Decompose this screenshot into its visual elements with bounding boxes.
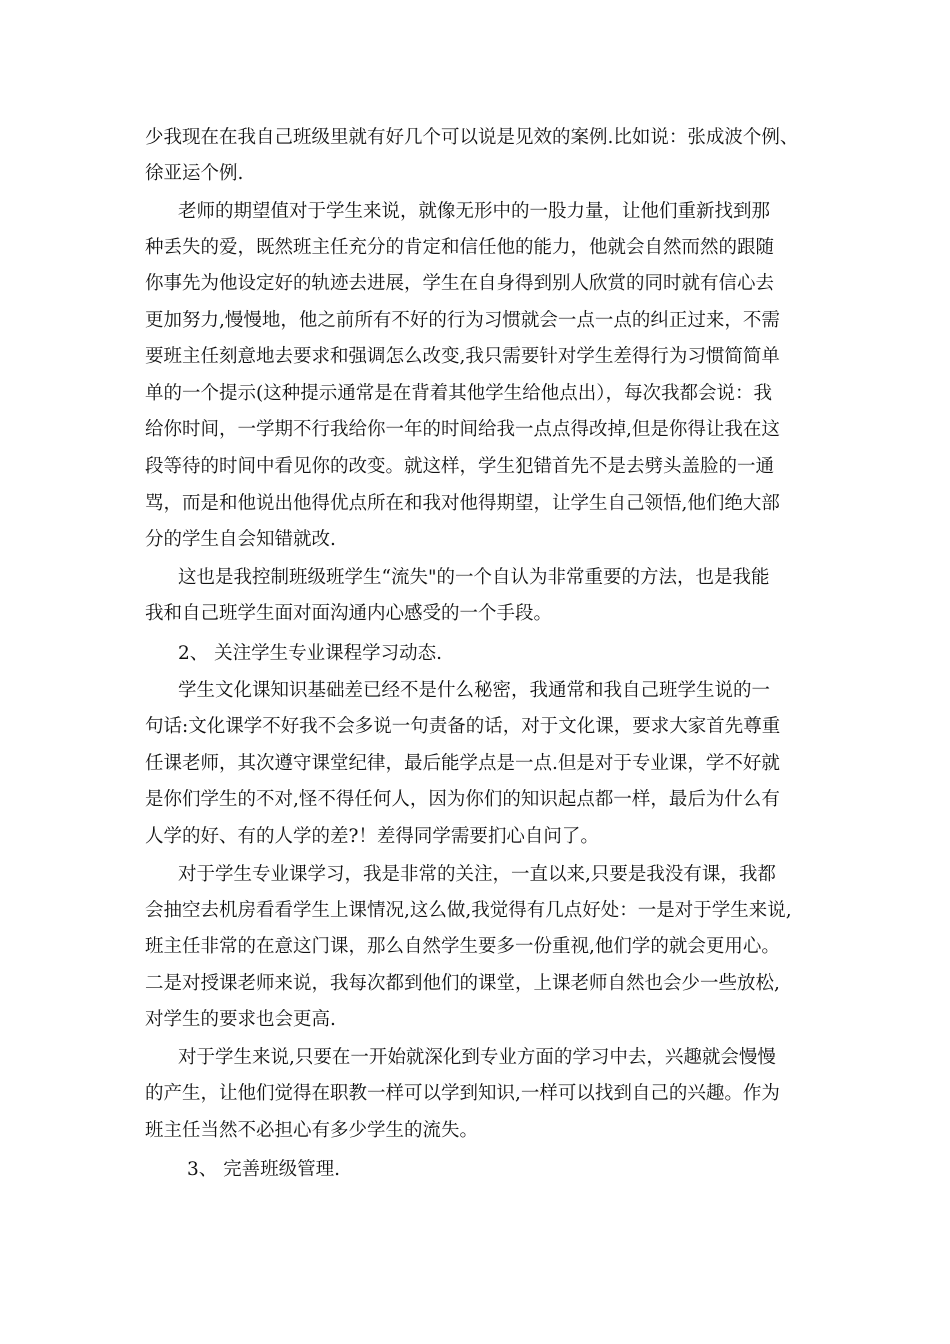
text-line-17: 句话:文化课学不好我不会多说一句责备的话，对于文化课，要求大家首先尊重 (145, 716, 781, 737)
text-line-2: 徐亚运个例. (145, 163, 244, 184)
text-line-9: 给你时间，一学期不行我给你一年的时间给我一点点得改掉,但是你得让我在这 (145, 419, 780, 440)
text-line-20: 人学的好、有的人学的差?！差得同学需要扪心自问了。 (145, 826, 599, 847)
text-line-27: 的产生，让他们觉得在职教一样可以学到知识,一样可以找到自己的兴趣。作为 (145, 1083, 780, 1104)
paragraph-start-line: 学生文化课知识基础差已经不是什么秘密，我通常和我自己班学生说的一 (178, 680, 771, 701)
text-line-11: 骂，而是和他说出他得优点所在和我对他得期望，让学生自己领悟,他们绝大部 (145, 493, 780, 514)
text-line-18: 任课老师，其次遵守课堂纪律，最后能学点是一点.但是对于专业课，学不好就 (145, 753, 780, 774)
text-line-25: 对学生的要求也会更高. (145, 1009, 336, 1030)
text-line-7: 要班主任刻意地去要求和强调怎么改变,我只需要针对学生差得行为习惯简简单 (145, 346, 780, 367)
section-heading-2: 2、 关注学生专业课程学习动态. (178, 643, 443, 664)
text-line-1: 少我现在在我自己班级里就有好几个可以说是见效的案例.比如说：张成波个例、 (145, 127, 799, 148)
paragraph-start-line: 对于学生专业课学习，我是非常的关注，一直以来,只要是我没有课，我都 (178, 864, 776, 885)
text-line-4: 种丢失的爱，既然班主任充分的肯定和信任他的能力，他就会自然而然的跟随 (145, 237, 775, 258)
paragraph-start-line: 老师的期望值对于学生来说，就像无形中的一股力量，让他们重新找到那 (178, 201, 771, 222)
paragraph-start-line: 这也是我控制班级班学生“流失"的一个自认为非常重要的方法，也是我能 (178, 567, 770, 588)
text-line-5: 你事先为他设定好的轨迹去进展，学生在自身得到别人欣赏的同时就有信心去 (145, 273, 775, 294)
text-line-6: 更加努力,慢慢地，他之前所有不好的行为习惯就会一点一点的纠正过来，不需 (145, 310, 780, 331)
text-line-19: 是你们学生的不对,怪不得任何人，因为你们的知识起点都一样，最后为什么有 (145, 789, 780, 810)
text-line-14: 我和自己班学生面对面沟通内心感受的一个手段。 (145, 603, 553, 624)
section-heading-3: 3、 完善班级管理. (187, 1159, 341, 1180)
text-line-8: 单的一个提示(这种提示通常是在背着其他学生给他点出），每次我都会说：我 (145, 383, 772, 404)
text-line-22: 会抽空去机房看看学生上课情况,这么做,我觉得有几点好处：一是对于学生来说, (145, 900, 792, 921)
text-line-23: 班主任非常的在意这门课，那么自然学生要多一份重视,他们学的就会更用心。 (145, 936, 780, 957)
text-line-24: 二是对授课老师来说，我每次都到他们的课堂，上课老师自然也会少一些放松, (145, 973, 780, 994)
text-line-28: 班主任当然不必担心有多少学生的流失。 (145, 1120, 479, 1141)
text-line-12: 分的学生自会知错就改. (145, 529, 336, 550)
paragraph-start-line: 对于学生来说,只要在一开始就深化到专业方面的学习中去，兴趣就会慢慢 (178, 1047, 776, 1068)
text-line-10: 段等待的时间中看见你的改变。就这样，学生犯错首先不是去劈头盖脸的一通 (145, 456, 775, 477)
